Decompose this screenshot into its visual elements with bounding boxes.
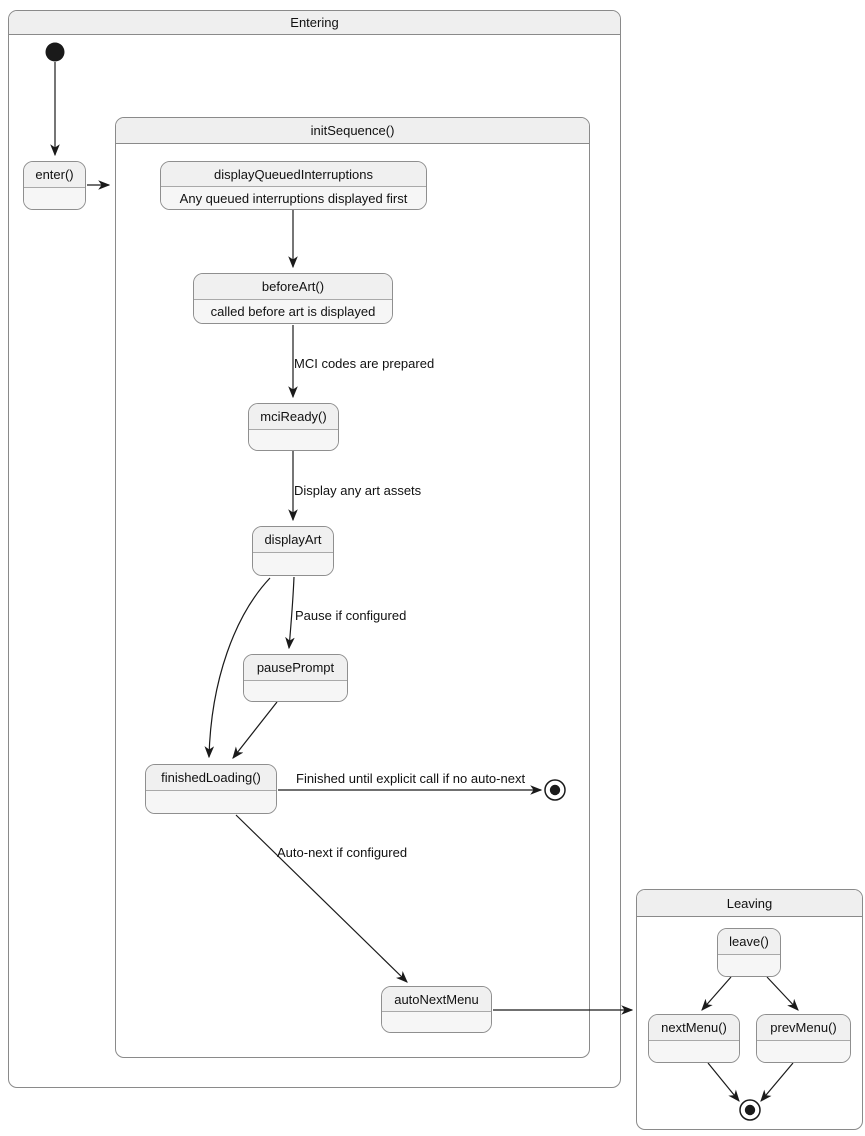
state-prev-menu-body [757,1040,850,1062]
state-before-art [193,273,393,324]
edge-label-mci-codes: MCI codes are prepared [294,356,435,371]
edge-label-pause-if-configured: Pause if configured [295,608,407,623]
state-auto-next-menu-body [382,1011,491,1032]
state-pause-prompt-title: pausePrompt [244,655,347,680]
state-display-art [252,526,334,576]
state-enter-title: enter() [24,162,85,187]
state-display-queued-interruptions [160,161,427,210]
edge-label-auto-next: Auto-next if configured [277,845,408,860]
state-leave-title: leave() [718,929,780,954]
state-leave-body [718,954,780,976]
state-display-art-body [253,552,333,575]
edge-label-display-art-assets: Display any art assets [294,483,422,498]
container-entering-title: Entering [9,11,620,35]
state-leave [717,928,781,977]
state-finished-loading-body [146,790,276,813]
state-display-queued-interruptions-description: Any queued interruptions displayed first [161,186,426,209]
container-leaving-title: Leaving [637,890,862,917]
state-auto-next-menu-title: autoNextMenu [382,987,491,1011]
state-next-menu [648,1014,740,1063]
container-init-sequence-title: initSequence() [116,118,589,144]
state-display-queued-interruptions-title: displayQueuedInterruptions [161,162,426,186]
state-pause-prompt-body [244,680,347,701]
state-before-art-title: beforeArt() [194,274,392,299]
state-next-menu-title: nextMenu() [649,1015,739,1040]
container-init-sequence [115,117,590,1058]
state-enter-body [24,187,85,209]
state-mci-ready-body [249,429,338,450]
state-finished-loading-title: finishedLoading() [146,765,276,790]
state-enter [23,161,86,210]
state-before-art-description: called before art is displayed [194,299,392,323]
state-pause-prompt [243,654,348,702]
state-auto-next-menu [381,986,492,1033]
state-next-menu-body [649,1040,739,1062]
state-display-art-title: displayArt [253,527,333,552]
state-finished-loading [145,764,277,814]
state-prev-menu [756,1014,851,1063]
state-mci-ready-title: mciReady() [249,404,338,429]
state-prev-menu-title: prevMenu() [757,1015,850,1040]
state-mci-ready [248,403,339,451]
edge-label-finished-until: Finished until explicit call if no auto-next [296,771,526,786]
container-leaving [636,889,863,1130]
